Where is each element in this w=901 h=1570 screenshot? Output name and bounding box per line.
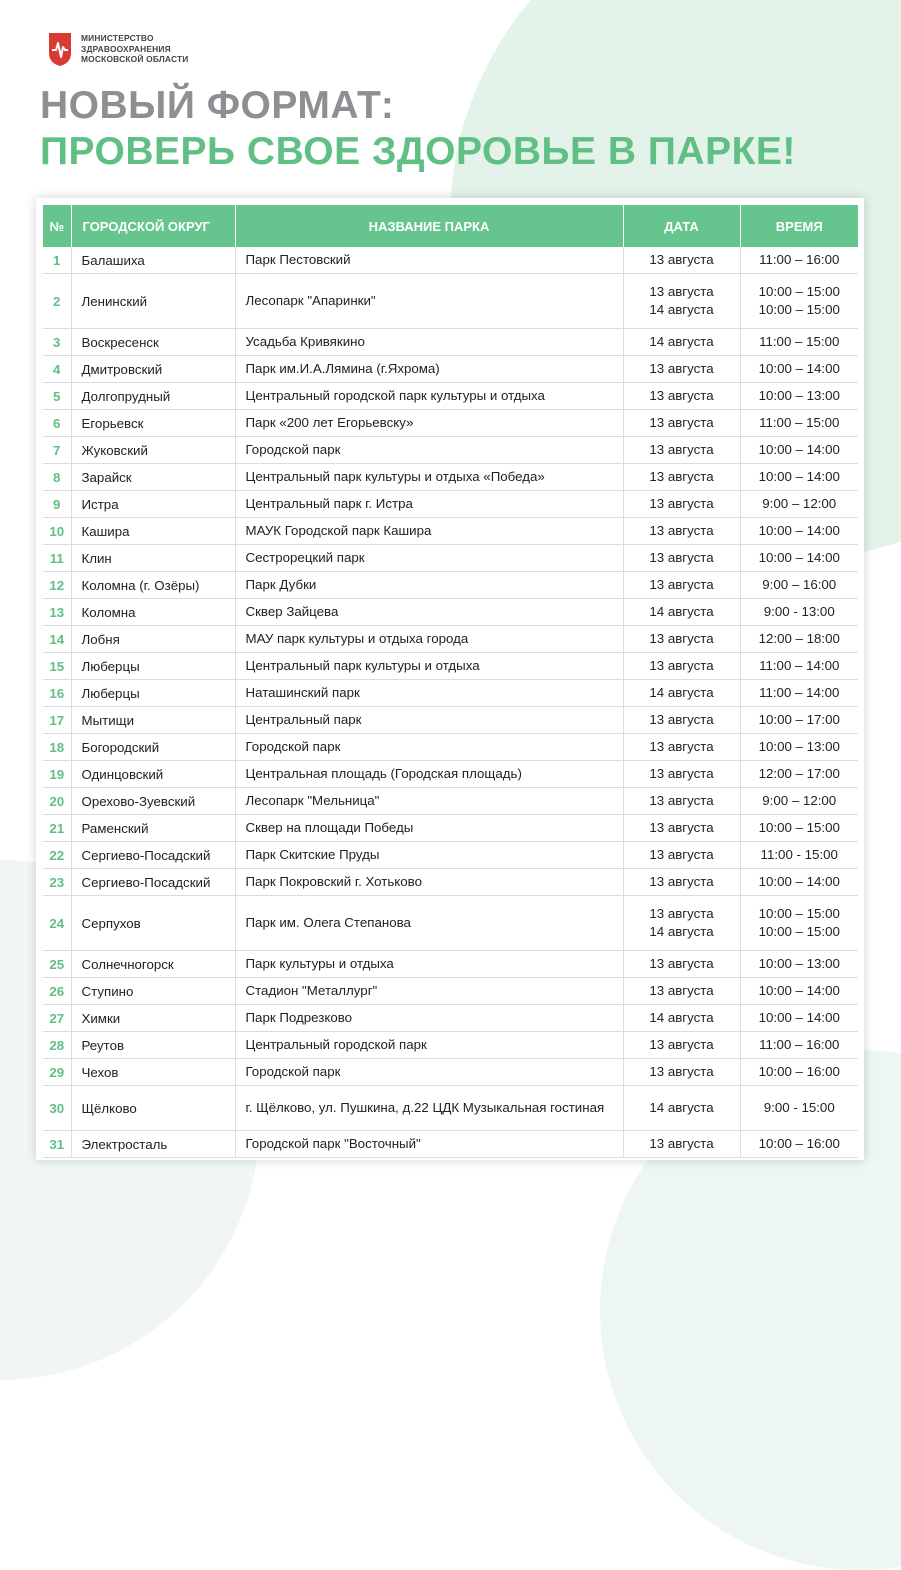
time-cell: [740, 951, 858, 978]
district-cell: Богородский: [71, 734, 235, 761]
date-cell: [623, 518, 740, 545]
district-cell: Коломна: [71, 599, 235, 626]
row-number: 1: [43, 247, 71, 274]
date-cell: [623, 329, 740, 356]
date-cell: [623, 410, 740, 437]
date-value: 13 августа: [649, 284, 714, 299]
logo-line: МОСКОВСКОЙ ОБЛАСТИ: [81, 54, 189, 65]
time-cell: [740, 518, 858, 545]
table-row: [43, 1032, 858, 1059]
park-cell: Центральный парк г. Истра: [235, 491, 623, 518]
time-cell: [740, 626, 858, 653]
date-value: 13 августа: [649, 820, 714, 835]
district-cell: Дмитровский: [71, 356, 235, 383]
row-number: 13: [43, 599, 71, 626]
date-value: 13 августа: [649, 739, 714, 754]
time-cell: [740, 572, 858, 599]
date-value: 14 августа: [649, 685, 714, 700]
date-cell: [623, 1005, 740, 1032]
time-cell: [740, 599, 858, 626]
page-title-line-2: ПРОВЕРЬ СВОЕ ЗДОРОВЬЕ В ПАРКЕ!: [40, 130, 796, 173]
time-value: 10:00 – 14:00: [758, 983, 840, 998]
date-cell: [623, 491, 740, 518]
time-value: 10:00 – 15:00: [758, 284, 840, 299]
row-number: 11: [43, 545, 71, 572]
time-cell: [740, 734, 858, 761]
district-cell: Чехов: [71, 1059, 235, 1086]
schedule-table-card: [36, 198, 864, 1160]
date-cell: [623, 464, 740, 491]
row-number: 20: [43, 788, 71, 815]
table-header-row: [43, 205, 858, 247]
row-number: 24: [43, 896, 71, 951]
table-row: [43, 1005, 858, 1032]
date-cell: [623, 383, 740, 410]
date-value: 13 августа: [649, 906, 714, 921]
time-value: 11:00 - 15:00: [760, 847, 838, 862]
date-cell: [623, 1059, 740, 1086]
district-cell: Одинцовский: [71, 761, 235, 788]
park-cell: Центральный парк: [235, 707, 623, 734]
row-number: 12: [43, 572, 71, 599]
date-value: 13 августа: [649, 1037, 714, 1052]
time-cell: [740, 842, 858, 869]
date-value: 13 августа: [649, 361, 714, 376]
time-value: 10:00 – 15:00: [758, 924, 840, 939]
table-row: [43, 329, 858, 356]
row-number: 2: [43, 274, 71, 329]
date-cell: [623, 707, 740, 734]
table-row: [43, 274, 858, 329]
row-number: 19: [43, 761, 71, 788]
row-number: 3: [43, 329, 71, 356]
table-row: [43, 1086, 858, 1131]
district-cell: Ленинский: [71, 274, 235, 329]
district-cell: Зарайск: [71, 464, 235, 491]
park-cell: Наташинский парк: [235, 680, 623, 707]
park-cell: Парк им. Олега Степанова: [235, 896, 623, 951]
row-number: 7: [43, 437, 71, 464]
ministry-emblem-icon: [47, 31, 73, 67]
date-cell: [623, 437, 740, 464]
district-cell: Щёлково: [71, 1086, 235, 1131]
date-cell: [623, 680, 740, 707]
table-row: [43, 464, 858, 491]
table-row: [43, 951, 858, 978]
date-value: 14 августа: [649, 604, 714, 619]
time-cell: [740, 545, 858, 572]
table-row: [43, 599, 858, 626]
time-value: 9:00 – 12:00: [762, 496, 837, 511]
district-cell: Лобня: [71, 626, 235, 653]
date-value: 13 августа: [649, 712, 714, 727]
park-cell: Парк им.И.А.Лямина (г.Яхрома): [235, 356, 623, 383]
logo-line: ЗДРАВООХРАНЕНИЯ: [81, 43, 171, 54]
row-number: 4: [43, 356, 71, 383]
date-value: 13 августа: [649, 388, 714, 403]
district-cell: Солнечногорск: [71, 951, 235, 978]
row-number: 23: [43, 869, 71, 896]
date-cell: [623, 356, 740, 383]
date-value: 13 августа: [649, 956, 714, 971]
district-cell: Серпухов: [71, 896, 235, 951]
time-value: 10:00 – 15:00: [758, 820, 840, 835]
table-row: [43, 869, 858, 896]
date-value: 13 августа: [649, 496, 714, 511]
row-number: 27: [43, 1005, 71, 1032]
time-cell: [740, 869, 858, 896]
district-cell: Люберцы: [71, 653, 235, 680]
row-number: 14: [43, 626, 71, 653]
park-cell: Центральный парк культуры и отдыха «Победа»: [235, 464, 623, 491]
date-cell: [623, 842, 740, 869]
district-cell: Мытищи: [71, 707, 235, 734]
date-value: 14 августа: [649, 924, 714, 939]
date-cell: [623, 815, 740, 842]
column-header-time: ВРЕМЯ: [740, 205, 858, 247]
park-cell: Центральный городской парк культуры и отдыха: [235, 383, 623, 410]
table-row: [43, 491, 858, 518]
time-value: 10:00 – 15:00: [758, 906, 840, 921]
date-value: 13 августа: [649, 550, 714, 565]
time-value: 10:00 – 17:00: [758, 712, 840, 727]
district-cell: Истра: [71, 491, 235, 518]
row-number: 17: [43, 707, 71, 734]
district-cell: Кашира: [71, 518, 235, 545]
date-value: 13 августа: [649, 577, 714, 592]
park-cell: Центральный городской парк: [235, 1032, 623, 1059]
time-value: 11:00 – 14:00: [759, 658, 840, 673]
time-value: 9:00 - 15:00: [763, 1100, 835, 1115]
page-title-line-1: НОВЫЙ ФОРМАТ:: [40, 84, 395, 127]
time-cell: [740, 978, 858, 1005]
date-cell: [623, 734, 740, 761]
date-value: 13 августа: [649, 847, 714, 862]
time-value: 11:00 – 14:00: [759, 685, 840, 700]
park-cell: Центральная площадь (Городская площадь): [235, 761, 623, 788]
table-row: [43, 788, 858, 815]
time-cell: [740, 788, 858, 815]
time-value: 10:00 – 14:00: [758, 1010, 840, 1025]
time-value: 12:00 – 17:00: [758, 766, 840, 781]
column-header-district: ГОРОДСКОЙ ОКРУГ: [71, 205, 235, 247]
table-row: [43, 680, 858, 707]
date-value: 13 августа: [649, 252, 714, 267]
district-cell: Реутов: [71, 1032, 235, 1059]
time-value: 10:00 – 15:00: [758, 302, 840, 317]
time-value: 11:00 – 16:00: [759, 252, 840, 267]
district-cell: Сергиево-Посадский: [71, 842, 235, 869]
time-cell: [740, 1005, 858, 1032]
time-value: 9:00 – 12:00: [762, 793, 837, 808]
date-cell: [623, 599, 740, 626]
date-value: 13 августа: [649, 469, 714, 484]
date-value: 13 августа: [649, 874, 714, 889]
table-body: [43, 247, 858, 1158]
park-cell: МАУК Городской парк Кашира: [235, 518, 623, 545]
date-cell: [623, 626, 740, 653]
row-number: 30: [43, 1086, 71, 1131]
time-value: 10:00 – 14:00: [758, 523, 840, 538]
date-value: 14 августа: [649, 302, 714, 317]
table-row: [43, 545, 858, 572]
district-cell: Жуковский: [71, 437, 235, 464]
row-number: 28: [43, 1032, 71, 1059]
district-cell: Люберцы: [71, 680, 235, 707]
park-cell: Сквер Зайцева: [235, 599, 623, 626]
row-number: 26: [43, 978, 71, 1005]
park-cell: Лесопарк "Мельница": [235, 788, 623, 815]
park-cell: Парк «200 лет Егорьевску»: [235, 410, 623, 437]
date-value: 14 августа: [649, 334, 714, 349]
date-cell: [623, 247, 740, 274]
table-row: [43, 437, 858, 464]
table-row: [43, 518, 858, 545]
date-cell: [623, 1131, 740, 1158]
date-value: 13 августа: [649, 1064, 714, 1079]
time-cell: [740, 761, 858, 788]
time-cell: [740, 491, 858, 518]
date-value: 13 августа: [649, 1136, 714, 1151]
district-cell: Сергиево-Посадский: [71, 869, 235, 896]
table-row: [43, 896, 858, 951]
time-cell: [740, 247, 858, 274]
time-cell: [740, 329, 858, 356]
date-value: 13 августа: [649, 658, 714, 673]
park-cell: Парк Дубки: [235, 572, 623, 599]
time-value: 11:00 – 16:00: [759, 1037, 840, 1052]
table-row: [43, 572, 858, 599]
park-cell: Парк культуры и отдыха: [235, 951, 623, 978]
district-cell: Коломна (г. Озёры): [71, 572, 235, 599]
time-value: 10:00 – 14:00: [758, 361, 840, 376]
time-value: 10:00 – 14:00: [758, 442, 840, 457]
time-cell: [740, 274, 858, 329]
date-cell: [623, 1086, 740, 1131]
row-number: 29: [43, 1059, 71, 1086]
row-number: 8: [43, 464, 71, 491]
park-cell: Городской парк: [235, 734, 623, 761]
time-value: 10:00 – 13:00: [758, 956, 840, 971]
table-row: [43, 410, 858, 437]
park-cell: Парк Пестовский: [235, 247, 623, 274]
time-cell: [740, 1032, 858, 1059]
row-number: 15: [43, 653, 71, 680]
time-value: 10:00 – 14:00: [758, 469, 840, 484]
date-cell: [623, 761, 740, 788]
date-value: 14 августа: [649, 1100, 714, 1115]
district-cell: Егорьевск: [71, 410, 235, 437]
park-cell: Парк Покровский г. Хотьково: [235, 869, 623, 896]
date-value: 13 августа: [649, 983, 714, 998]
time-cell: [740, 356, 858, 383]
time-value: 10:00 – 16:00: [758, 1136, 840, 1151]
district-cell: Ступино: [71, 978, 235, 1005]
district-cell: Балашиха: [71, 247, 235, 274]
district-cell: Химки: [71, 1005, 235, 1032]
date-value: 13 августа: [649, 766, 714, 781]
logo-line: МИНИСТЕРСТВО: [81, 33, 154, 44]
logo-text: [81, 33, 189, 65]
park-cell: Парк Скитские Пруды: [235, 842, 623, 869]
time-value: 10:00 – 16:00: [758, 1064, 840, 1079]
park-cell: Сестрорецкий парк: [235, 545, 623, 572]
park-cell: Сквер на площади Победы: [235, 815, 623, 842]
table-row: [43, 815, 858, 842]
row-number: 21: [43, 815, 71, 842]
ministry-logo: [47, 31, 189, 67]
date-cell: [623, 653, 740, 680]
table-row: [43, 978, 858, 1005]
date-cell: [623, 896, 740, 951]
time-value: 12:00 – 18:00: [758, 631, 840, 646]
time-cell: [740, 1059, 858, 1086]
schedule-table: [43, 205, 858, 1158]
date-value: 13 августа: [649, 523, 714, 538]
district-cell: Долгопрудный: [71, 383, 235, 410]
time-value: 10:00 – 13:00: [758, 739, 840, 754]
time-value: 10:00 – 14:00: [758, 874, 840, 889]
row-number: 25: [43, 951, 71, 978]
date-cell: [623, 951, 740, 978]
table-row: [43, 842, 858, 869]
park-cell: г. Щёлково, ул. Пушкина, д.22 ЦДК Музыкальная гостиная: [235, 1086, 623, 1131]
table-row: [43, 1131, 858, 1158]
table-row: [43, 1059, 858, 1086]
time-value: 10:00 – 14:00: [758, 550, 840, 565]
row-number: 6: [43, 410, 71, 437]
table-row: [43, 707, 858, 734]
district-cell: Клин: [71, 545, 235, 572]
table-row: [43, 734, 858, 761]
table-row: [43, 383, 858, 410]
date-cell: [623, 545, 740, 572]
date-cell: [623, 274, 740, 329]
column-header-number: №: [43, 205, 71, 247]
time-cell: [740, 815, 858, 842]
date-cell: [623, 1032, 740, 1059]
date-cell: [623, 572, 740, 599]
table-row: [43, 247, 858, 274]
time-cell: [740, 1131, 858, 1158]
date-cell: [623, 869, 740, 896]
park-cell: Центральный парк культуры и отдыха: [235, 653, 623, 680]
time-cell: [740, 653, 858, 680]
date-value: 13 августа: [649, 415, 714, 430]
date-value: 13 августа: [649, 631, 714, 646]
district-cell: Электросталь: [71, 1131, 235, 1158]
park-cell: Лесопарк "Апаринки": [235, 274, 623, 329]
row-number: 10: [43, 518, 71, 545]
time-cell: [740, 383, 858, 410]
park-cell: Стадион "Металлург": [235, 978, 623, 1005]
district-cell: Раменский: [71, 815, 235, 842]
time-cell: [740, 707, 858, 734]
date-value: 13 августа: [649, 442, 714, 457]
row-number: 16: [43, 680, 71, 707]
district-cell: Воскресенск: [71, 329, 235, 356]
park-cell: МАУ парк культуры и отдыха города: [235, 626, 623, 653]
table-row: [43, 356, 858, 383]
time-value: 9:00 - 13:00: [763, 604, 835, 619]
row-number: 18: [43, 734, 71, 761]
time-value: 11:00 – 15:00: [759, 415, 840, 430]
table-row: [43, 626, 858, 653]
park-cell: Городской парк: [235, 1059, 623, 1086]
date-cell: [623, 978, 740, 1005]
time-cell: [740, 464, 858, 491]
date-value: 14 августа: [649, 1010, 714, 1025]
time-value: 10:00 – 13:00: [758, 388, 840, 403]
time-cell: [740, 410, 858, 437]
time-cell: [740, 437, 858, 464]
row-number: 5: [43, 383, 71, 410]
table-row: [43, 761, 858, 788]
time-cell: [740, 896, 858, 951]
column-header-park: НАЗВАНИЕ ПАРКА: [235, 205, 623, 247]
row-number: 22: [43, 842, 71, 869]
date-value: 13 августа: [649, 793, 714, 808]
column-header-date: ДАТА: [623, 205, 740, 247]
district-cell: Орехово-Зуевский: [71, 788, 235, 815]
park-cell: Городской парк: [235, 437, 623, 464]
park-cell: Парк Подрезково: [235, 1005, 623, 1032]
time-value: 11:00 – 15:00: [759, 334, 840, 349]
table-row: [43, 653, 858, 680]
date-cell: [623, 788, 740, 815]
time-cell: [740, 680, 858, 707]
row-number: 9: [43, 491, 71, 518]
park-cell: Городской парк "Восточный": [235, 1131, 623, 1158]
row-number: 31: [43, 1131, 71, 1158]
time-value: 9:00 – 16:00: [762, 577, 837, 592]
park-cell: Усадьба Кривякино: [235, 329, 623, 356]
time-cell: [740, 1086, 858, 1131]
